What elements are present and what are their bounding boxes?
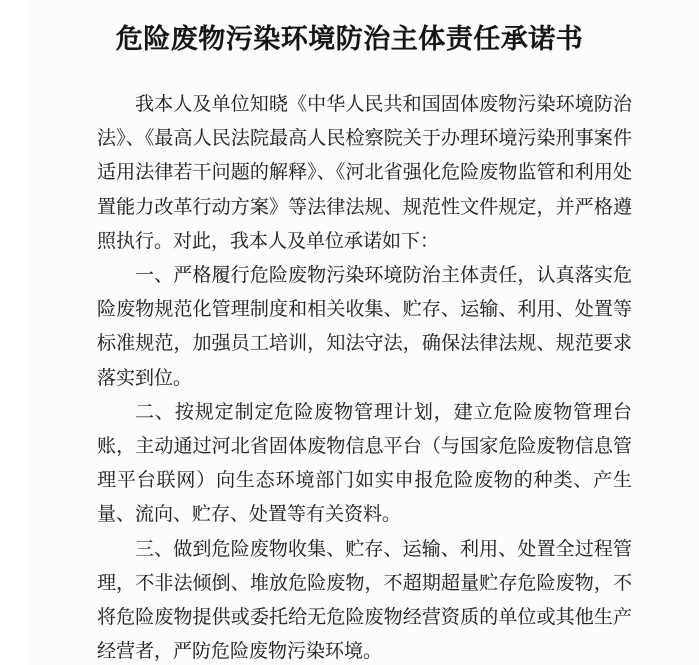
document-body	[97, 88, 632, 665]
paragraph-item-3: 三、做到危险废物收集、贮存、运输、利用、处置全过程管理，不非法倾倒、堆放危险废物，不超期超量贮存危险废物，不将危险废物提供或委托给无危险废物经营资质的单位或其他生产经营者，严防危险废物污染环境。	[97, 538, 632, 663]
scan-page-edge	[0, 0, 28, 665]
paragraph-item-2: 二、按规定制定危险废物管理计划，建立危险废物管理台账，主动通过河北省固体废物信息平台（与国家危险废物信息管理平台联网）向生态环境部门如实申报危险废物的种类、产生量、流向、贮存、处置等有关资料。	[97, 401, 632, 526]
paragraph-item-1: 一、严格履行危险废物污染环境防治主体责任，认真落实危险废物规范化管理制度和相关收集、贮存、运输、利用、处置等标准规范，加强员工培训，知法守法，确保法律法规、规范要求落实到位。	[97, 265, 632, 389]
paragraph-intro: 我本人及单位知晓《中华人民共和国固体废物污染环境防治法》、《最高人民法院最高人民检察院关于办理环境污染刑事案件适用法律若干问题的解释》、《河北省强化危险废物监管和利用处置能力改革行动方案》等法律法规、规范性文件规定，并严格遵照执行。对此，我本人及单位承诺如下：	[97, 94, 632, 252]
document-title: 危险废物污染环境防治主体责任承诺书	[115, 24, 584, 54]
